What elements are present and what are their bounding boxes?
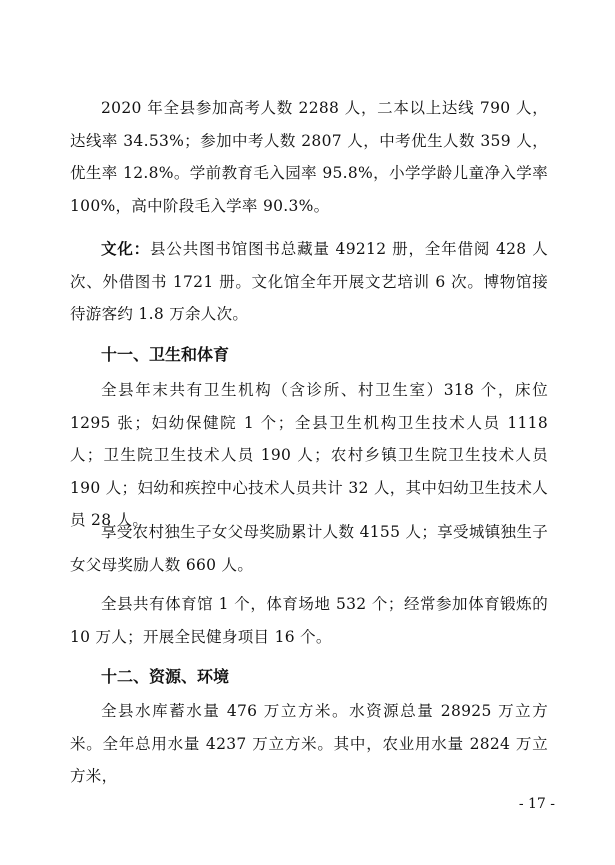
section-heading-health-sports: 十一、卫生和体育 <box>101 345 230 364</box>
culture-paragraph <box>70 233 548 331</box>
only-child-awards-paragraph: 享受农村独生子女父母奖励累计人数 4155 人；享受城镇独生子女父母奖励人数 660 人。 <box>70 523 548 574</box>
sports-paragraph: 全县共有体育馆 1 个，体育场地 532 个；经常参加体育锻炼的 10 万人；开展全民健身项目 16 个。 <box>70 595 548 646</box>
culture-lead-label: 文化： <box>101 240 151 258</box>
culture-body-text: 县公共图书馆图书总藏量 49212 册，全年借阅 428 人次、外借图书 1721 册。文化馆全年开展文艺培训 6 次。博物馆接待游客约 1.8 万余人次。 <box>70 240 548 323</box>
page-number: - 17 - <box>518 796 555 812</box>
health-institutions-paragraph: 全县年末共有卫生机构（含诊所、村卫生室）318 个，床位 1295 张；妇幼保健院 1 个；全县卫生机构卫生技术人员 1118 人；卫生院卫生技术人员 190 人；农村乡镇卫生院卫生技术人员 190 人；妇幼和疾控中心技术人员共计 32 人，其中妇幼卫生技术人员 28 人。 <box>70 381 548 529</box>
water-paragraph: 全县水库蓄水量 476 万立方米。水资源总量 28925 万立方米。全年总用水量 4237 万立方米。其中，农业用水量 2824 万立方米， <box>70 702 548 785</box>
section-heading-resources-environment: 十二、资源、环境 <box>101 667 230 686</box>
education-paragraph: 2020 年全县参加高考人数 2288 人，二本以上达线 790 人，达线率 34.53%；参加中考人数 2807 人，中考优生人数 359 人，优生率 12.8%。学前教育毛入园率 95.8%，小学学龄儿童净入学率 100%，高中阶段毛入学率 90.3%。 <box>70 99 548 215</box>
